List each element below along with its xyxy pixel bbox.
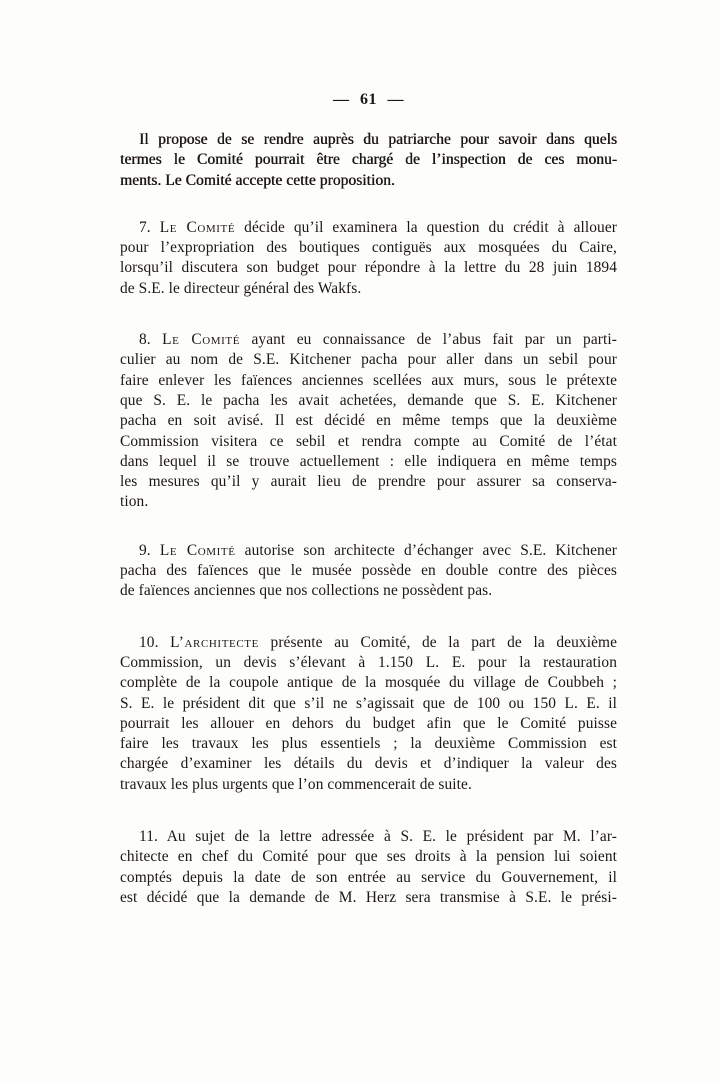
text-line: de S.E. le directeur général des Wakfs.: [120, 279, 362, 297]
architect-smallcaps: L’architecte: [170, 633, 259, 651]
text-line: que S. E. le pacha les avait achetées, demande que S. E. Kitchener: [120, 391, 617, 409]
paragraph-item-9: [120, 541, 617, 602]
paragraph-item-7: [120, 218, 617, 299]
paragraph-intro: [120, 130, 617, 191]
text-line: Il propose de se rendre auprès du patriarche pour savoir dans quels: [139, 131, 617, 148]
text-line: ments. Le Comité accepte cette proposition.: [120, 171, 395, 189]
text-line: Commission, un devis s’élevant à 1.150 L. E. pour la restauration: [120, 653, 617, 671]
text-block: [120, 90, 617, 908]
text-line: complète de la coupole antique de la mosquée du village de Coubbeh ;: [120, 674, 617, 692]
text-line: pourrait les allouer en dehors du budget afin que le Comité puisse: [120, 714, 617, 732]
line-text: autorise son architecte d’échanger avec S.E. Kitchener: [244, 541, 618, 559]
item-number: 8.: [139, 331, 151, 349]
committee-smallcaps: Le Comité: [159, 541, 236, 559]
line-text: ayant eu connaissance de l’abus fait par un parti-: [251, 331, 617, 349]
paragraph-item-11: [120, 827, 617, 908]
text-line: est décidé que la demande de M. Herz sera transmise à S.E. le prési-: [120, 888, 617, 906]
text-line: faire les travaux les plus essentiels ; la deuxième Commission est: [120, 735, 617, 753]
text-line: [120, 218, 617, 238]
line-text: présente au Comité, de la part de la deuxième: [270, 633, 617, 651]
text-line: pacha en soit avisé. Il est décidé en même temps que la deuxième: [120, 412, 617, 430]
text-line: tion.: [120, 493, 149, 511]
page-number: — 61 —: [333, 91, 404, 108]
line-text: décide qu’il examinera la question du crédit à allouer: [244, 218, 618, 236]
text-line: [120, 541, 617, 561]
item-number: 7.: [139, 218, 151, 236]
text-line: [120, 330, 617, 350]
text-line: culier au nom de S.E. Kitchener pacha pour aller dans un sebil pour: [120, 351, 617, 369]
text-line: dans lequel il se trouve actuellement : elle indiquera en même temps: [120, 452, 617, 470]
text-line: travaux les plus urgents que l’on commencerait de suite.: [120, 775, 472, 793]
text-line: 11. Au sujet de la lettre adressée à S. E. le président par M. l’ar-: [139, 828, 617, 846]
text-line: termes le Comité pourrait être chargé de l’inspection de ces monu-: [120, 151, 617, 169]
text-line: de faïences anciennes que nos collections ne possèdent pas.: [120, 582, 493, 600]
paragraph-item-10: [120, 633, 617, 795]
text-line: lorsqu’il discutera son budget pour répondre à la lettre du 28 juin 1894: [120, 259, 617, 277]
text-line: [120, 633, 617, 653]
text-line: Commission visitera ce sebil et rendra compte au Comité de l’état: [120, 432, 617, 450]
paragraph-item-8: [120, 330, 617, 513]
text-line: pour l’expropriation des boutiques contiguës aux mosquées du Caire,: [120, 239, 617, 257]
text-line: chargée d’examiner les détails du devis et d’indiquer la valeur des: [120, 755, 617, 773]
committee-smallcaps: Le Comité: [162, 331, 241, 349]
text-line: S. E. le président dit que s’il ne s’agissait que de 100 ou 150 L. E. il: [120, 694, 617, 712]
text-line: les mesures qu’il y aurait lieu de prendre pour assurer sa conserva-: [120, 473, 617, 491]
text-line: faire enlever les faïences anciennes scellées aux murs, sous le prétexte: [120, 371, 617, 389]
text-line: chitecte en chef du Comité pour que ses droits à la pension lui soient: [120, 848, 617, 866]
item-number: 10.: [139, 633, 159, 651]
item-number: 9.: [139, 541, 151, 559]
text-line: comptés depuis la date de son entrée au service du Gouvernement, il: [120, 868, 617, 886]
text-line: pacha des faïences que le musée possède en double contre des pièces: [120, 562, 617, 580]
committee-smallcaps: Le Comité: [159, 218, 236, 236]
